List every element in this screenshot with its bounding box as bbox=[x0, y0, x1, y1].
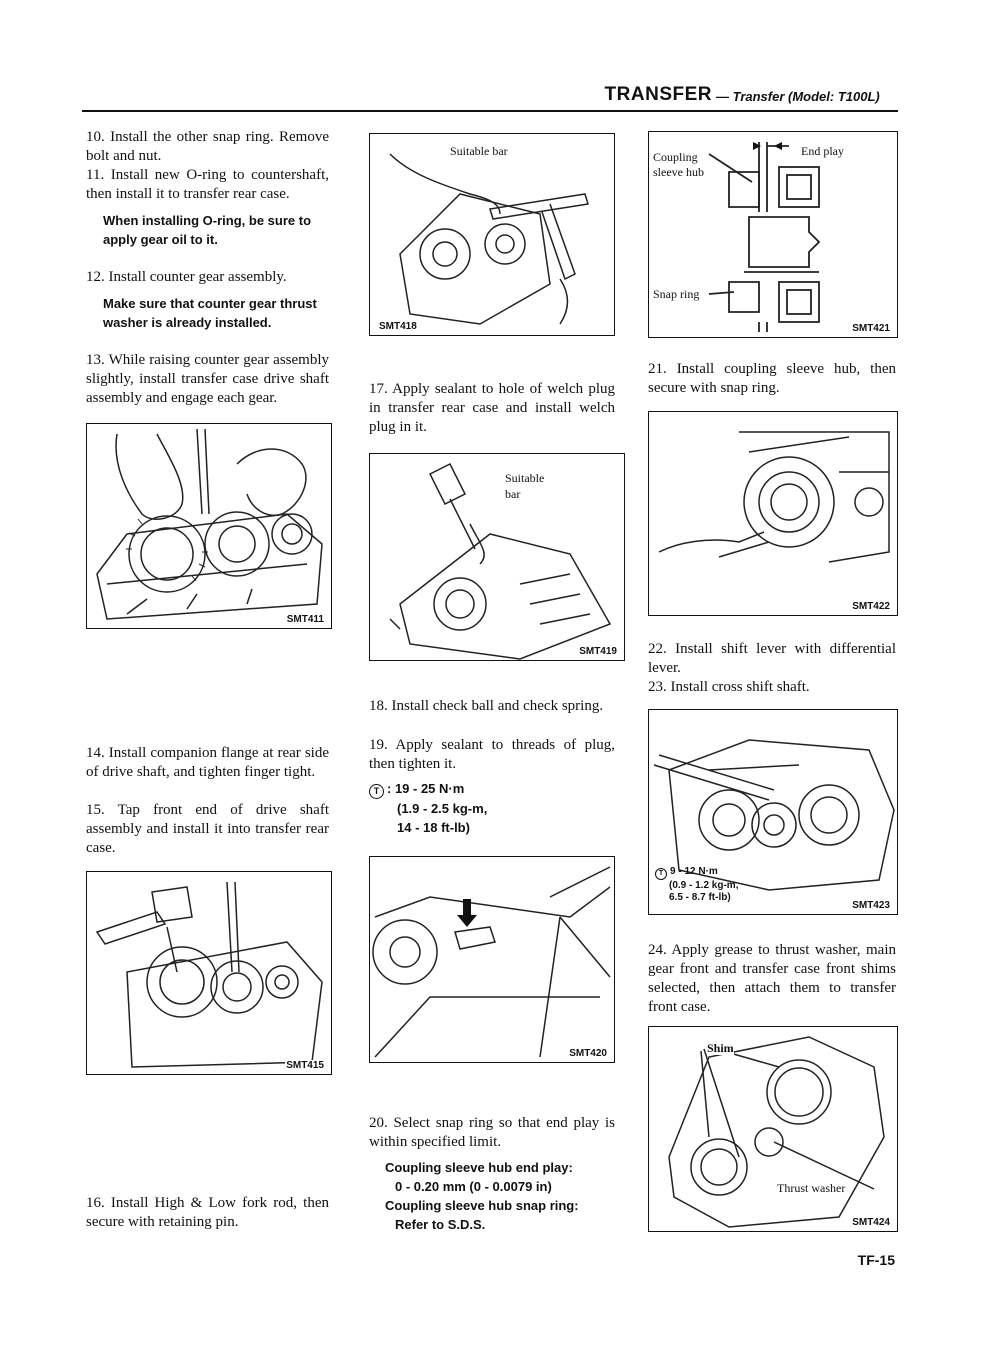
welch-plug-bar-illustration bbox=[370, 134, 615, 336]
step-20: 20. Select snap ring so that end play is within specified limit. bbox=[369, 1115, 615, 1150]
label-suitable: Suitable bbox=[505, 471, 545, 485]
check-plug-illustration bbox=[370, 857, 615, 1063]
figure-id: SMT422 bbox=[852, 601, 890, 612]
label-suitable-bar: Suitable bar bbox=[450, 144, 508, 158]
figure-id: SMT421 bbox=[852, 323, 890, 334]
torque-23-ftlb: 6.5 - 8.7 ft-lb) bbox=[669, 892, 731, 903]
step-12: 12. Install counter gear assembly. bbox=[86, 269, 287, 285]
figure-smt415 bbox=[86, 871, 332, 1075]
label-shim: Shim bbox=[707, 1041, 734, 1055]
spec-20 bbox=[385, 1158, 615, 1234]
figure-id: SMT411 bbox=[286, 614, 324, 625]
label-bar: bar bbox=[505, 487, 521, 501]
header-rule bbox=[82, 110, 898, 112]
label-end-play: End play bbox=[801, 144, 844, 158]
gear-assembly-illustration bbox=[87, 424, 332, 629]
step-23: 23. Install cross shift shaft. bbox=[648, 679, 810, 695]
step-13: 13. While raising counter gear assembly slightly, install transfer case drive shaft assembly and engage each gear. bbox=[86, 352, 329, 406]
torque-icon: T bbox=[369, 784, 384, 799]
spec-endplay-label: Coupling sleeve hub end play: bbox=[385, 1160, 573, 1175]
step-10: 10. Install the other snap ring. Remove bolt and nut. bbox=[86, 129, 329, 164]
figure-id: SMT415 bbox=[286, 1060, 324, 1071]
step-14: 14. Install companion flange at rear side of drive shaft, and tighten finger tight. bbox=[86, 745, 329, 780]
step-18: 18. Install check ball and check spring. bbox=[369, 698, 604, 714]
torque-23-kgm: (0.9 - 1.2 kg-m, bbox=[669, 880, 739, 891]
figure-id: SMT424 bbox=[852, 1217, 890, 1228]
label-thrust-washer: Thrust washer bbox=[777, 1181, 846, 1195]
step-19: 19. Apply sealant to threads of plug, then tighten it. bbox=[369, 737, 615, 772]
note-11: When installing O-ring, be sure to apply gear oil to it. bbox=[103, 213, 312, 247]
figure-id: SMT420 bbox=[569, 1048, 607, 1059]
step-21: 21. Install coupling sleeve hub, then secure with snap ring. bbox=[648, 361, 896, 396]
section-subtitle: — Transfer (Model: T100L) bbox=[716, 89, 880, 104]
step-17: 17. Apply sealant to hole of welch plug in transfer rear case and install welch plug in it. bbox=[369, 381, 615, 435]
note-12: Make sure that counter gear thrust washer is already installed. bbox=[103, 296, 317, 330]
figure-smt411 bbox=[86, 423, 332, 629]
figure-smt424 bbox=[648, 1026, 898, 1232]
page-number: TF-15 bbox=[857, 1252, 895, 1268]
label-snap-ring: Snap ring bbox=[653, 287, 700, 301]
torque-23 bbox=[655, 866, 738, 904]
step-24: 24. Apply grease to thrust washer, main gear front and transfer case front shims selected, then attach them to transfer front case. bbox=[648, 942, 896, 1015]
figure-id: SMT423 bbox=[852, 900, 890, 911]
figure-smt420 bbox=[369, 856, 615, 1063]
figure-smt418 bbox=[369, 133, 615, 336]
step-22: 22. Install shift lever with differential lever. bbox=[648, 641, 896, 676]
figure-id: SMT419 bbox=[579, 646, 617, 657]
spec-snapring-value: Refer to S.D.S. bbox=[395, 1217, 486, 1232]
torque-19-nm: : 19 - 25 N·m bbox=[387, 781, 465, 796]
step-11: 11. Install new O-ring to countershaft, then install it to transfer rear case. bbox=[86, 167, 329, 202]
torque-23-nm: 9 - 12 N·m bbox=[670, 866, 718, 877]
figure-smt421 bbox=[648, 131, 898, 338]
page-header bbox=[0, 84, 900, 110]
section-title: TRANSFER bbox=[604, 84, 712, 105]
figure-id: SMT418 bbox=[379, 321, 417, 332]
step-15: 15. Tap front end of drive shaft assembly and install it into transfer rear case. bbox=[86, 802, 329, 856]
coupling-hub-install-illustration bbox=[649, 412, 898, 616]
figure-smt419 bbox=[369, 453, 625, 661]
label-coupling: Coupling bbox=[653, 150, 698, 164]
torque-19 bbox=[369, 779, 615, 837]
front-case-shim-illustration bbox=[649, 1027, 898, 1232]
torque-19-kgm: (1.9 - 2.5 kg-m, bbox=[397, 801, 488, 816]
figure-smt422 bbox=[648, 411, 898, 616]
rear-case-hammer-illustration bbox=[370, 454, 625, 661]
torque-icon: T bbox=[655, 868, 667, 880]
label-sleeve-hub: sleeve hub bbox=[653, 165, 704, 179]
step-16: 16. Install High & Low fork rod, then secure with retaining pin. bbox=[86, 1195, 329, 1230]
spec-snapring-label: Coupling sleeve hub snap ring: bbox=[385, 1198, 579, 1213]
torque-19-ftlb: 14 - 18 ft-lb) bbox=[397, 820, 470, 835]
spec-endplay-value: 0 - 0.20 mm (0 - 0.0079 in) bbox=[395, 1179, 552, 1194]
drive-shaft-illustration bbox=[87, 872, 332, 1075]
figure-smt423 bbox=[648, 709, 898, 915]
